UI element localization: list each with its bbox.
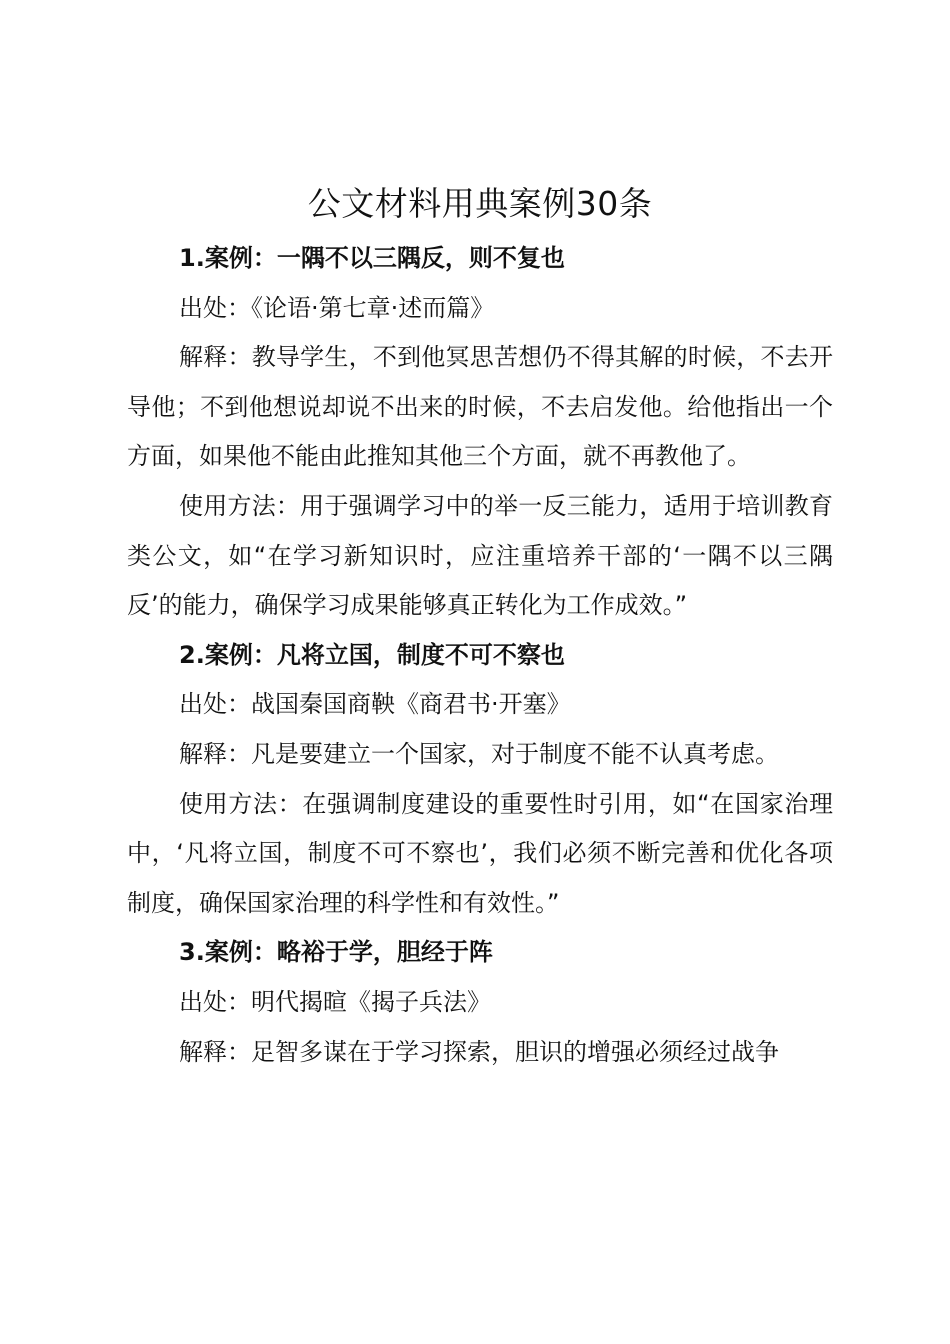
document-title: 公文材料用典案例30条 bbox=[307, 184, 653, 223]
case-source: 出处：战国秦国商鞅《商君书·开塞》 bbox=[179, 690, 571, 719]
case-explanation: 解释：凡是要建立一个国家，对于制度不能不认真考虑。 bbox=[179, 739, 779, 768]
case-item-1 bbox=[127, 234, 833, 631]
document-body bbox=[127, 180, 833, 1077]
case-heading: 1.案例：一隅不以三隅反，则不复也 bbox=[179, 244, 565, 272]
case-heading: 3.案例：略裕于学，胆经于阵 bbox=[179, 938, 493, 967]
case-item-2 bbox=[127, 631, 833, 929]
case-explanation: 解释：教导学生，不到他冥思苦想仍不得其解的时候，不去开导他；不到他想说却说不出来的时候，不去启发他。给他指出一个方面，如果他不能由此推知其他三个方面，就不再教他了。 bbox=[127, 343, 833, 471]
case-item-3 bbox=[127, 928, 833, 1077]
case-usage: 使用方法：用于强调学习中的举一反三能力，适用于培训教育类公文，如“在学习新知识时，应注重培养干部的‘一隅不以三隅反’的能力，确保学习成果能够真正转化为工作成效。” bbox=[127, 491, 833, 620]
case-usage: 使用方法：在强调制度建设的重要性时引用，如“在国家治理中，‘凡将立国，制度不可不察也’，我们必须不断完善和优化各项制度，确保国家治理的科学性和有效性。” bbox=[127, 789, 833, 917]
case-heading: 2.案例：凡将立国，制度不可不察也 bbox=[179, 640, 565, 669]
case-source: 出处：《论语·第七章·述而篇》 bbox=[179, 293, 495, 322]
case-source: 出处：明代揭暄《揭子兵法》 bbox=[179, 987, 491, 1016]
case-explanation: 解释：足智多谋在于学习探索，胆识的增强必须经过战争 bbox=[179, 1037, 779, 1066]
